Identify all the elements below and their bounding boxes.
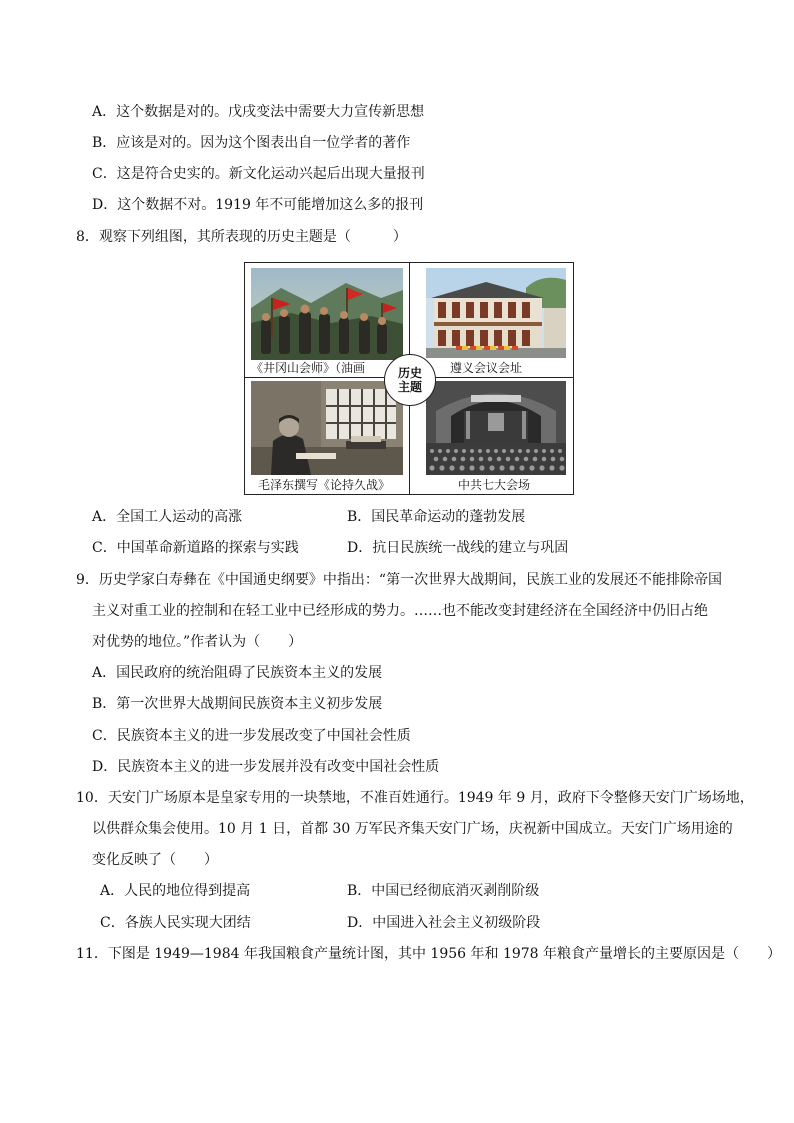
- q10-option-c: C．各族人民实现大团结: [100, 915, 251, 931]
- q7-option-d: D．这个数据不对。1919 年不可能增加这么多的报刊: [92, 197, 424, 213]
- jinggangshan-painting: [251, 268, 403, 360]
- q9-option-b: B．第一次世界大战期间民族资本主义初步发展: [92, 696, 383, 712]
- q10-option-a: A．人民的地位得到提高: [100, 883, 251, 899]
- q11-stem: 11．下图是 1949—1984 年我国粮食产量统计图，其中 1956 年和 1978 年粮食产量增长的主要原因是（ ）: [76, 946, 782, 962]
- q10-stem-line2: 以供群众集会使用。10 月 1 日，首都 30 万军民齐集天安门广场，庆祝新中国成立。天安门广场用途的: [92, 821, 733, 837]
- caption-jinggangshan: 《井冈山会师》（油画: [251, 361, 366, 375]
- q7-option-b: B．应该是对的。因为这个图表出自一位学者的著作: [92, 135, 411, 151]
- q10-stem-line3: 变化反映了（ ）: [92, 852, 218, 868]
- q9-option-c: C．民族资本主义的进一步发展改变了中国社会性质: [92, 728, 411, 744]
- center-label-line1: 历史: [397, 366, 422, 380]
- q8-option-c: C．中国革命新道路的探索与实践: [92, 540, 299, 556]
- zunyi-meeting-site-photo: [426, 268, 566, 358]
- history-theme-circle: [384, 354, 436, 406]
- q7-option-c: C．这是符合史实的。新文化运动兴起后出现大量报刊: [92, 166, 425, 182]
- caption-seventh-congress: 中共七大会场: [458, 478, 531, 492]
- q9-stem-line3: 对优势的地位。”作者认为（ ）: [92, 634, 303, 650]
- q10-stem-line1: 10．天安门广场原本是皇家专用的一块禁地，不准百姓通行。1949 年 9 月，政府下令整修天安门广场场地，: [76, 790, 754, 806]
- q8-option-a: A．全国工人运动的高涨: [92, 509, 243, 525]
- q9-option-a: A．国民政府的统治阻碍了民族资本主义的发展: [92, 665, 383, 681]
- q8-stem: 8．观察下列组图，其所表现的历史主题是（ ）: [76, 229, 407, 245]
- q8-option-b: B．国民革命运动的蓬勃发展: [347, 509, 526, 525]
- center-label-line2: 主题: [397, 380, 422, 394]
- q7-option-a: A．这个数据是对的。戊戌变法中需要大力宣传新思想: [92, 104, 425, 120]
- caption-mao: 毛泽东撰写《论持久战》: [258, 478, 391, 492]
- q9-stem-line1: 9．历史学家白寿彝在《中国通史纲要》中指出：“第一次世界大战期间，民族工业的发展还不能排除帝国: [76, 572, 723, 588]
- q10-option-b: B．中国已经彻底消灭剥削阶级: [347, 883, 540, 899]
- q10-option-d: D．中国进入社会主义初级阶段: [347, 915, 541, 931]
- mao-writing-photo: [251, 381, 403, 475]
- seventh-congress-photo: [426, 381, 566, 475]
- caption-zunyi: 遵义会议会址: [450, 361, 523, 375]
- q9-option-d: D．民族资本主义的进一步发展并没有改变中国社会性质: [92, 759, 440, 775]
- q9-stem-line2: 主义对重工业的控制和在轻工业中已经形成的势力。……也不能改变封建经济在全国经济中仍旧占绝: [92, 603, 708, 619]
- q8-option-d: D．抗日民族统一战线的建立与巩固: [347, 540, 569, 556]
- q8-figure: [244, 262, 574, 495]
